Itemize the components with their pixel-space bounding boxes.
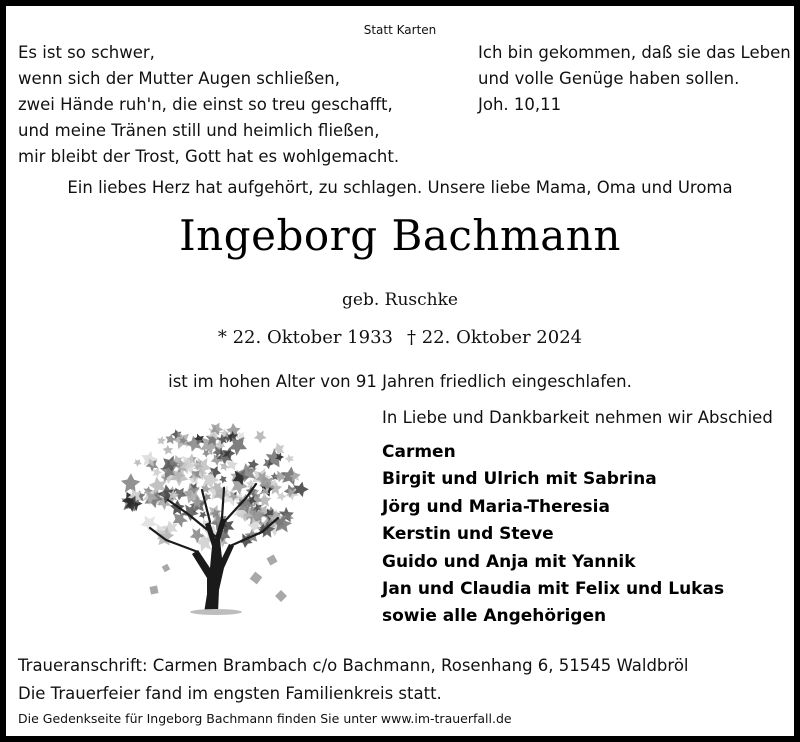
mourning-address: Traueranschrift: Carmen Brambach c/o Bachmann, Rosenhang 6, 51545 Waldbröl [18,656,689,675]
ceremony-text: Die Trauerfeier fand im engsten Familienkreis statt. [18,684,442,703]
poem-left [18,40,399,170]
maple-leaf-icon [133,457,144,468]
mourner-name: Jörg und Maria-Theresia [382,496,610,517]
maple-leaf-icon [285,454,295,464]
poem-left-line: Es ist so schwer, [18,43,155,62]
birth-date: * 22. Oktober 1933 [217,327,393,348]
poem-left-line: wenn sich der Mutter Augen schließen, [18,69,340,88]
farewell-text: In Liebe und Dankbarkeit nehmen wir Abschied [382,408,773,427]
mourner-name: Jan und Claudia mit Felix und Lukas [382,579,725,600]
mourner-name: Guido und Anja mit Yannik [382,551,636,572]
falling-leaf-icon [275,590,287,602]
bible-verse-line: und volle Genüge haben sollen. [478,69,740,88]
birth-name: geb. Ruschke [342,290,458,310]
passing-text: ist im hohen Alter von 91 Jahren friedlich eingeschlafen. [168,372,632,391]
mourner-name: Kerstin und Steve [382,524,554,545]
deceased-name: Ingeborg Bachmann [179,211,621,260]
tree-illustration [106,418,321,618]
bible-verse [478,40,791,118]
tree-ground-shadow [190,609,242,615]
death-date: † 22. Oktober 2024 [407,327,583,348]
poem-left-line: und meine Tränen still und heimlich fließen, [18,121,380,140]
maple-leaf-icon [120,473,140,493]
maple-leaf-icon [254,430,267,443]
mourner-name: Carmen [382,442,456,462]
maple-leaf-icon [262,447,287,472]
mourner-list [382,439,724,631]
mourner-name: Birgit und Ulrich mit Sabrina [382,469,657,490]
intro-text: Ein liebes Herz hat aufgehört, zu schlagen. Unsere liebe Mama, Oma und Uroma [67,178,733,197]
bible-verse-line: Ich bin gekommen, daß sie das Leben [478,43,791,62]
poem-left-line: mir bleibt der Trost, Gott hat es wohlgemacht. [18,147,400,166]
falling-leaf-icon [161,563,172,574]
falling-leaf-icon [249,571,263,585]
falling-leaf-icon [265,553,279,567]
maple-leaf-icon [155,434,168,447]
falling-leaf-icon [146,582,161,597]
life-dates [6,327,794,348]
bible-verse-reference: Joh. 10,11 [478,95,562,114]
mourner-name: sowie alle Angehörigen [382,606,607,627]
header-statt-karten: Statt Karten [363,23,437,37]
poem-left-line: zwei Hände ruh'n, die einst so treu geschafft, [18,95,393,114]
maple-leaf-icon [218,474,229,485]
memorial-page-footer: Die Gedenkseite für Ingeborg Bachmann finden Sie unter www.im-trauerfall.de [18,711,512,726]
maple-leaf-icon [161,444,173,456]
